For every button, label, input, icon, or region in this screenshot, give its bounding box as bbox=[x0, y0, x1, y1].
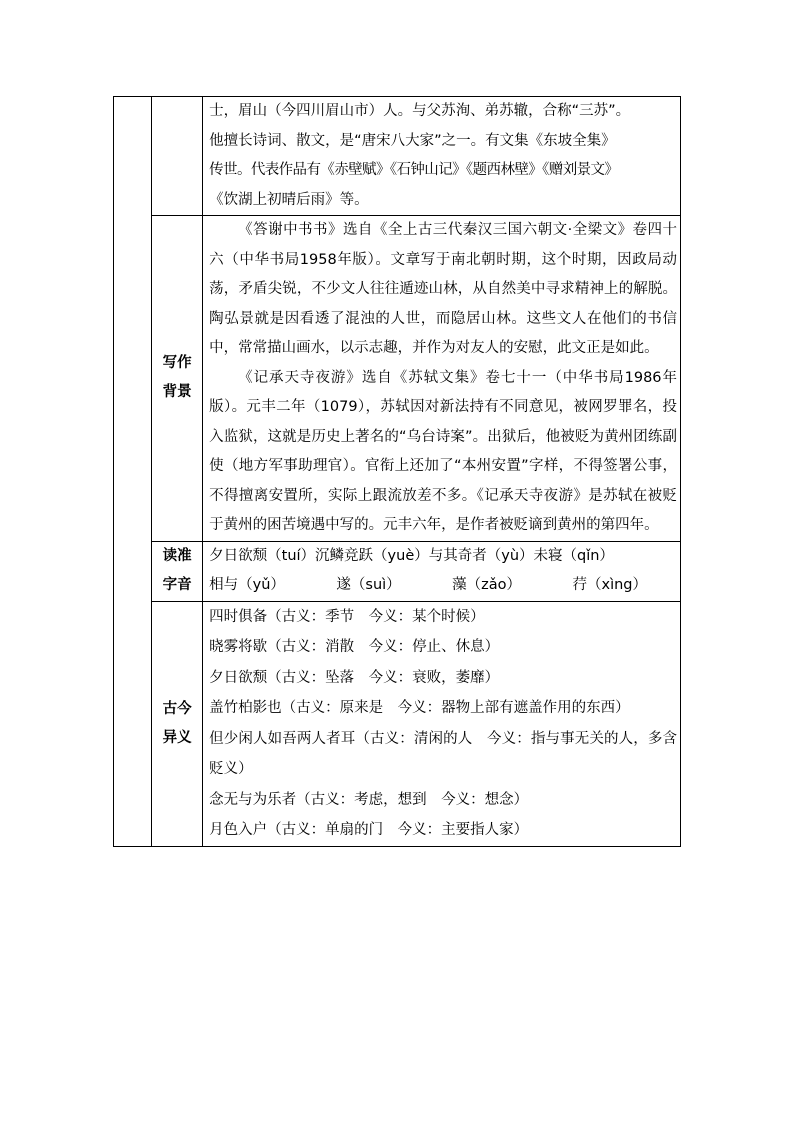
intro-line: 《饮湖上初晴后雨》等。 bbox=[209, 191, 369, 208]
ancient-modern-label bbox=[152, 601, 203, 846]
pronunciation-content bbox=[203, 541, 681, 601]
table-row bbox=[114, 97, 681, 216]
ancient-modern-content bbox=[203, 601, 681, 846]
ancient-modern-line: 盖竹柏影也（古义：原来是 今义：器物上部有遮盖作用的东西） bbox=[209, 700, 630, 716]
pronunciation-label bbox=[152, 541, 203, 601]
ancient-modern-line: 晓雾将歇（古义：消散 今义：停止、休息） bbox=[209, 639, 500, 655]
ancient-modern-line: 念无与为乐者（古义：考虑，想到 今义：想念） bbox=[209, 791, 529, 808]
study-table bbox=[113, 96, 681, 847]
ancient-modern-label-text: 古今异义 bbox=[162, 700, 192, 746]
intro-line: 传世。代表作品有《赤壁赋》《石钟山记》《题西林壁》《赠刘景文》 bbox=[209, 162, 619, 178]
table-row bbox=[114, 541, 681, 601]
pronunciation-item: 藻（zǎo） bbox=[452, 577, 522, 593]
background-paragraph-1: 《答谢中书书》选自《全上古三代秦汉三国六朝文·全梁文》卷四十六（中华书局1958年版）。文章写于南北朝时期，这个时期，因政局动荡，矛盾尖锐，不少文人往往遁迹山林，从自然美中寻求精神上的解脱。陶弘景就是因看透了混浊的人世，而隐居山林。这些文人在他们的书信中，常常描山画水，以示志趣，并作为对友人的安慰，此文正是如此。 bbox=[209, 222, 677, 356]
ancient-modern-line: 但少闲人如吾两人者耳（古义：清闲的人 今义：指与事无关的人，多含贬义） bbox=[209, 730, 677, 777]
author-intro-continued bbox=[203, 97, 681, 216]
intro-label-cell bbox=[152, 97, 203, 216]
pronunciation-item: 相与（yǔ） bbox=[209, 577, 285, 593]
writing-background-label bbox=[152, 216, 203, 542]
outer-section-cell bbox=[114, 97, 152, 847]
pronunciation-label-text: 读准字音 bbox=[162, 548, 192, 593]
intro-line: 他擅长诗词、散文，是“唐宋八大家”之一。有文集《东坡全集》 bbox=[209, 132, 616, 149]
pronunciation-item: 遂（suì） bbox=[336, 577, 401, 593]
pronunciation-item: 荇（xìng） bbox=[572, 577, 647, 593]
table-row bbox=[114, 601, 681, 846]
pronunciation-line: 夕日欲颓（tuí）沉鳞竞跃（yuè）与其奇者（yù）未寝（qǐn） bbox=[209, 547, 614, 564]
ancient-modern-line: 月色入户（古义：单扇的门 今义：主要指人家） bbox=[209, 822, 529, 838]
writing-background-content bbox=[203, 216, 681, 542]
pronunciation-items bbox=[209, 571, 677, 601]
background-paragraph-2: 《记承天寺夜游》选自《苏轼文集》卷七十一（中华书局1986年版）。元丰二年（1079），苏轼因对新法持有不同意见，被网罗罪名，投入监狱，这就是历史上著名的“乌台诗案”。出狱后，他被贬为黄州团练副使（地方军事助理官）。官衔上还加了“本州安置”字样，不得签署公事，不得擅离安置所，实际上跟流放差不多。《记承天寺夜游》是苏轼在被贬于黄州的困苦境遇中写的。元丰六年，是作者被贬谪到黄州的第四年。 bbox=[209, 369, 677, 533]
ancient-modern-line: 夕日欲颓（古义：坠落 今义：衰败，萎靡） bbox=[209, 669, 500, 686]
table-row bbox=[114, 216, 681, 542]
ancient-modern-line: 四时俱备（古义：季节 今义：某个时候） bbox=[209, 608, 485, 625]
intro-line: 士，眉山（今四川眉山市）人。与父苏洵、弟苏辙，合称“三苏”。 bbox=[209, 103, 631, 119]
writing-background-label-text: 写作背景 bbox=[162, 355, 192, 401]
